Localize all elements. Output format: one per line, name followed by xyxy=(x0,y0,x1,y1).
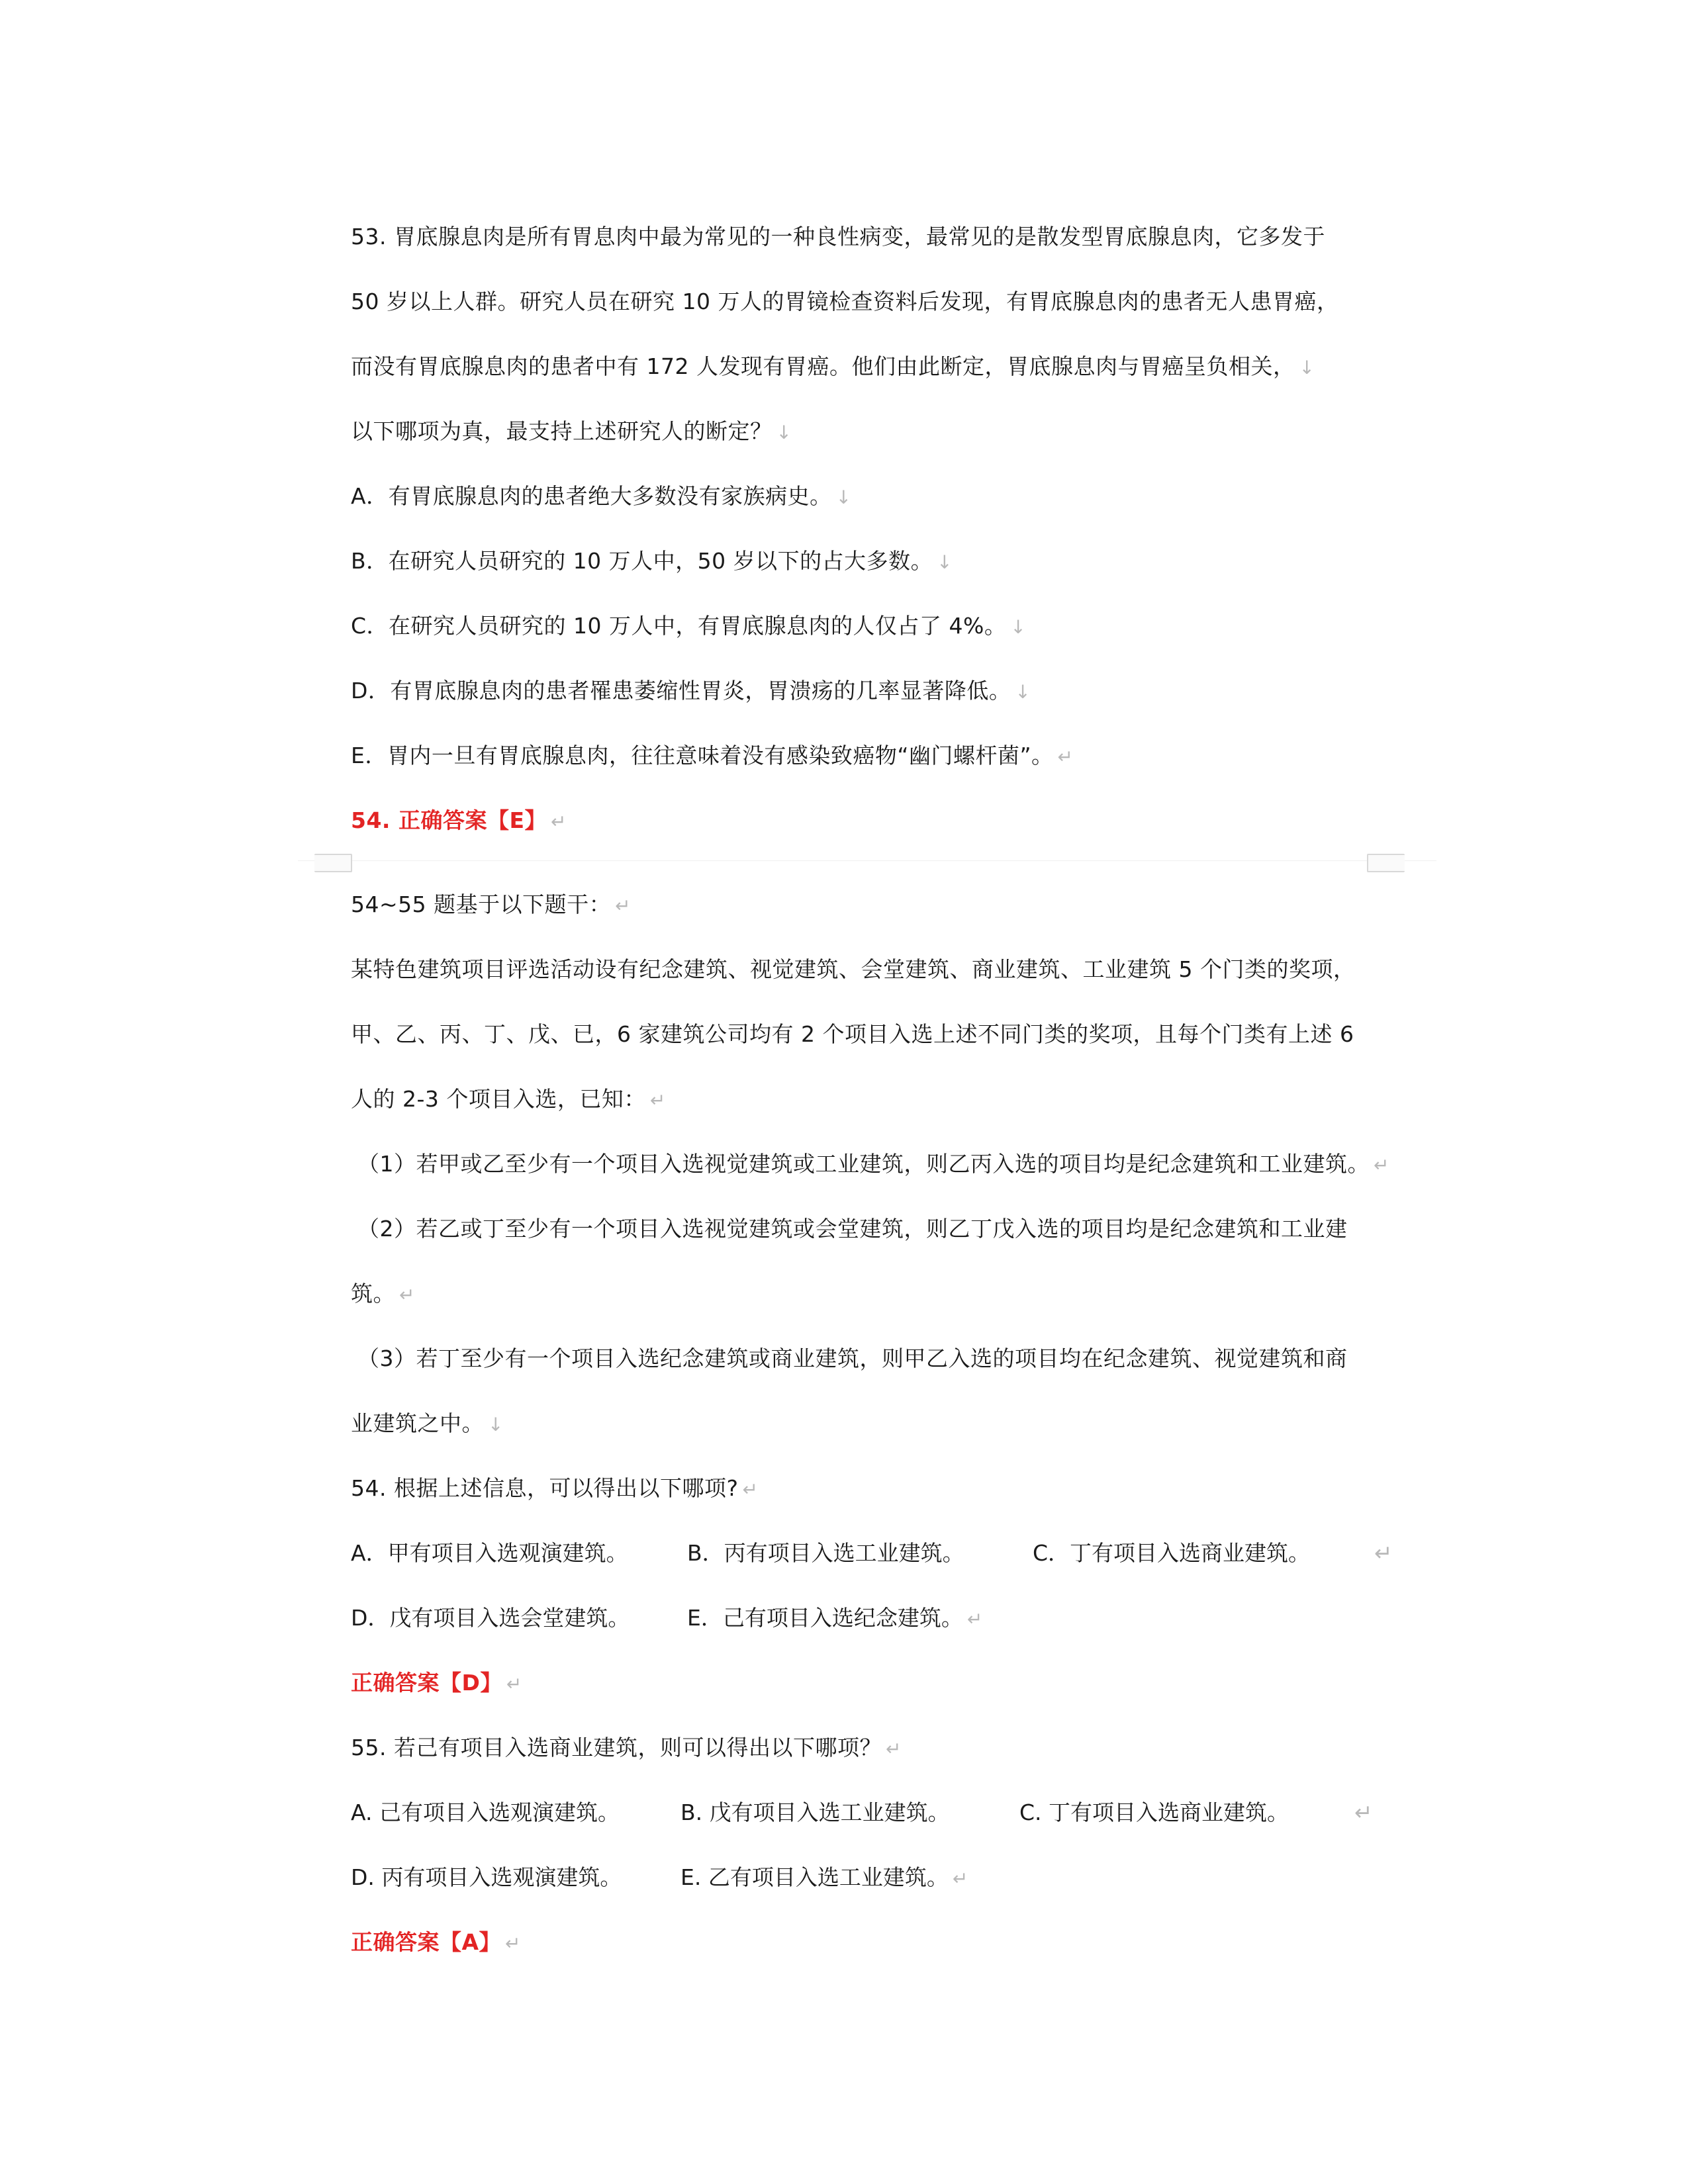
q53-line-1: 53. 胃底腺息肉是所有胃息肉中最为常见的一种良性病变，最常见的是散发型胃底腺息肉，它多发于 xyxy=(351,224,1325,250)
crop-mark-right xyxy=(1367,854,1405,872)
crop-mark-left xyxy=(314,854,352,872)
paragraph-mark: ↵ xyxy=(551,811,567,833)
stem-header: 54~55 题基于以下题干： ↵ xyxy=(351,891,632,917)
q53-line-4: 以下哪项为真，最支持上述研究人的断定？ ↓ xyxy=(351,418,792,444)
q53-option-d: D．有胃底腺息肉的患者罹患萎缩性胃炎，胃溃疡的几率显著降低。 ↓ xyxy=(351,678,1031,704)
line-break-mark: ↓ xyxy=(1015,681,1031,703)
condition-1: （1）若甲或乙至少有一个项目入选视觉建筑或工业建筑，则乙丙入选的项目均是纪念建筑和工业建筑。 ↵ xyxy=(357,1151,1389,1177)
paragraph-mark: ↵ xyxy=(506,1673,522,1695)
stem-line-1: 某特色建筑项目评选活动设有纪念建筑、视觉建筑、会堂建筑、商业建筑、工业建筑 5 个门类的奖项， xyxy=(351,956,1356,982)
stem-line-2: 甲、乙、丙、丁、戊、已，6 家建筑公司均有 2 个项目入选上述不同门类的奖项，且每个门类有上述 6 xyxy=(351,1021,1354,1047)
paragraph-mark: ↵ xyxy=(505,1933,522,1954)
q53-option-c: C．在研究人员研究的 10 万人中，有胃底腺息肉的人仅占了 4%。 ↓ xyxy=(351,613,1027,639)
q54-option-e: E．己有项目入选纪念建筑。 ↵ xyxy=(687,1605,983,1631)
paragraph-mark: ↵ xyxy=(1374,1154,1389,1176)
line-break-mark: ↓ xyxy=(835,486,852,508)
paragraph-mark: ↵ xyxy=(1354,1799,1373,1825)
line-break-mark: ↓ xyxy=(1010,616,1027,638)
paragraph-mark: ↵ xyxy=(399,1284,415,1306)
q55-option-a: A. 己有项目入选观演建筑。 xyxy=(351,1799,620,1825)
q55-option-d: D. 丙有项目入选观演建筑。 xyxy=(351,1864,622,1890)
condition-2: （2）若乙或丁至少有一个项目入选视觉建筑或会堂建筑，则乙丁戊入选的项目均是纪念建筑和工业建 xyxy=(357,1216,1348,1242)
q54-option-b: B．丙有项目入选工业建筑。 xyxy=(687,1540,964,1566)
paragraph-mark: ↵ xyxy=(615,895,632,917)
q54-question: 54. 根据上述信息，可以得出以下哪项? ↵ xyxy=(351,1475,759,1501)
paragraph-mark: ↵ xyxy=(742,1479,759,1500)
q54-option-c: C．丁有项目入选商业建筑。 xyxy=(1033,1540,1311,1566)
q55-option-c: C. 丁有项目入选商业建筑。 xyxy=(1019,1799,1289,1825)
line-break-mark: ↓ xyxy=(776,422,792,443)
q55-question: 55. 若己有项目入选商业建筑，则可以得出以下哪项？ ↵ xyxy=(351,1735,902,1760)
q55-answer: 正确答案【A】 ↵ xyxy=(351,1929,522,1955)
q53-line-3: 而没有胃底腺息肉的患者中有 172 人发现有胃癌。他们由此断定，胃底腺息肉与胃癌呈负相关， ↓ xyxy=(351,353,1315,379)
q53-option-a: A．有胃底腺息肉的患者绝大多数没有家族病史。 ↓ xyxy=(351,483,852,509)
paragraph-mark: ↵ xyxy=(885,1738,902,1760)
q53-option-e: E．胃内一旦有胃底腺息肉，往往意味着没有感染致癌物“幽门螺杆菌”。 ↵ xyxy=(351,743,1074,768)
page-break-line xyxy=(298,860,1436,861)
paragraph-mark: ↵ xyxy=(1057,746,1074,768)
q55-option-e: E. 乙有项目入选工业建筑。 ↵ xyxy=(680,1864,968,1890)
paragraph-mark: ↵ xyxy=(1374,1540,1393,1566)
line-break-mark: ↓ xyxy=(937,551,953,573)
line-break-mark: ↓ xyxy=(1299,357,1315,379)
condition-2-cont: 筑。 ↵ xyxy=(351,1281,415,1306)
paragraph-mark: ↵ xyxy=(952,1868,968,1889)
q55-option-b: B. 戊有项目入选工业建筑。 xyxy=(680,1799,950,1825)
paragraph-mark: ↵ xyxy=(966,1608,983,1630)
q53-answer: 54. 正确答案【E】 ↵ xyxy=(351,807,567,833)
q54-option-d: D．戊有项目入选会堂建筑。 xyxy=(351,1605,630,1631)
q54-option-a: A．甲有项目入选观演建筑。 xyxy=(351,1540,628,1566)
line-break-mark: ↓ xyxy=(488,1414,504,1435)
condition-3: （3）若丁至少有一个项目入选纪念建筑或商业建筑，则甲乙入选的项目均在纪念建筑、视觉建筑和商 xyxy=(357,1345,1348,1371)
q53-line-2: 50 岁以上人群。研究人员在研究 10 万人的胃镜检查资料后发现，有胃底腺息肉的患者无人患胃癌， xyxy=(351,289,1339,314)
q53-option-b: B．在研究人员研究的 10 万人中，50 岁以下的占大多数。 ↓ xyxy=(351,548,953,574)
paragraph-mark: ↵ xyxy=(649,1089,666,1111)
stem-line-3: 人的 2-3 个项目入选，已知： ↵ xyxy=(351,1086,666,1112)
condition-3-cont: 业建筑之中。 ↓ xyxy=(351,1410,504,1436)
q54-answer: 正确答案【D】 ↵ xyxy=(351,1670,522,1696)
